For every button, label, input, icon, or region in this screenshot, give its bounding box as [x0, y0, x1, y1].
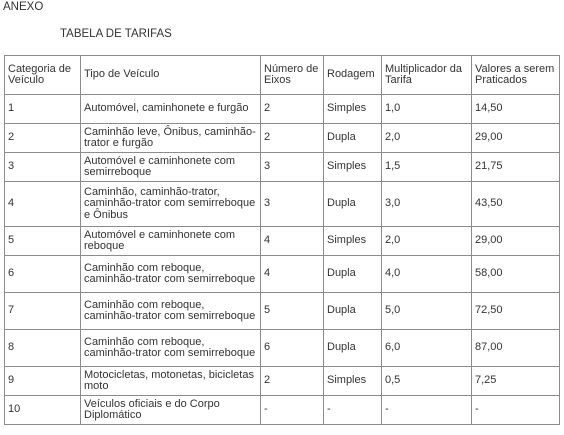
cell-multiplier: 1,0	[382, 95, 472, 124]
table-row	[5, 124, 560, 153]
cell-axles: 2	[261, 367, 324, 396]
cell-multiplier: 2,0	[382, 124, 472, 153]
cell-value: 29,00	[472, 227, 560, 256]
header-axles: Número de Eixos	[261, 56, 324, 95]
tariff-table	[4, 55, 560, 425]
cell-multiplier: 3,0	[382, 182, 472, 227]
table-row	[5, 153, 560, 182]
cell-category: 7	[5, 293, 81, 330]
table-header-row	[5, 56, 560, 95]
table-row	[5, 330, 560, 367]
header-wheels: Rodagem	[324, 56, 382, 95]
cell-category: 5	[5, 227, 81, 256]
cell-axles: 3	[261, 153, 324, 182]
cell-vehicle-type: Automóvel e caminhonete com reboque	[81, 227, 261, 256]
cell-wheels: Simples	[324, 153, 382, 182]
cell-wheels: Simples	[324, 227, 382, 256]
cell-category: 4	[5, 182, 81, 227]
cell-multiplier: 2,0	[382, 227, 472, 256]
cell-multiplier: 5,0	[382, 293, 472, 330]
cell-vehicle-type: Caminhão leve, Ônibus, caminhão-trator e furgão	[81, 124, 261, 153]
cell-multiplier: -	[382, 396, 472, 425]
cell-value: 87,00	[472, 330, 560, 367]
table-row	[5, 256, 560, 293]
table-row	[5, 95, 560, 124]
cell-vehicle-type: Caminhão com reboque, caminhão-trator com semirreboque	[81, 256, 261, 293]
cell-value: 58,00	[472, 256, 560, 293]
cell-vehicle-type: Motocicletas, motonetas, bicicletas moto	[81, 367, 261, 396]
cell-vehicle-type: Caminhão com reboque, caminhão-trator com semirreboque	[81, 293, 261, 330]
cell-wheels: Simples	[324, 95, 382, 124]
cell-vehicle-type: Caminhão com reboque, caminhão-trator com semirreboque	[81, 330, 261, 367]
cell-wheels: Dupla	[324, 182, 382, 227]
cell-category: 9	[5, 367, 81, 396]
cell-wheels: Dupla	[324, 124, 382, 153]
cell-category: 1	[5, 95, 81, 124]
cell-multiplier: 6,0	[382, 330, 472, 367]
cell-axles: 2	[261, 124, 324, 153]
header-vehicle-type: Tipo de Veículo	[81, 56, 261, 95]
cell-axles: 4	[261, 256, 324, 293]
cell-wheels: Dupla	[324, 256, 382, 293]
annex-heading: ANEXO	[3, 1, 44, 13]
table-row	[5, 227, 560, 256]
header-category: Categoria de Veículo	[5, 56, 81, 95]
cell-axles: 5	[261, 293, 324, 330]
table-body	[5, 95, 560, 425]
cell-multiplier: 1,5	[382, 153, 472, 182]
table-row	[5, 367, 560, 396]
cell-wheels: Dupla	[324, 293, 382, 330]
cell-multiplier: 0,5	[382, 367, 472, 396]
cell-category: 3	[5, 153, 81, 182]
cell-category: 10	[5, 396, 81, 425]
cell-vehicle-type: Automóvel e caminhonete com semirreboque	[81, 153, 261, 182]
cell-value: 21,75	[472, 153, 560, 182]
cell-category: 2	[5, 124, 81, 153]
cell-axles: 6	[261, 330, 324, 367]
cell-value: 14,50	[472, 95, 560, 124]
cell-multiplier: 4,0	[382, 256, 472, 293]
cell-value: 7,25	[472, 367, 560, 396]
cell-wheels: -	[324, 396, 382, 425]
cell-category: 6	[5, 256, 81, 293]
cell-wheels: Dupla	[324, 330, 382, 367]
cell-vehicle-type: Automóvel, caminhonete e furgão	[81, 95, 261, 124]
cell-vehicle-type: Veículos oficiais e do Corpo Diplomático	[81, 396, 261, 425]
cell-axles: 4	[261, 227, 324, 256]
header-values: Valores a serem Praticados	[472, 56, 560, 95]
table-row	[5, 396, 560, 425]
table-row	[5, 293, 560, 330]
cell-vehicle-type: Caminhão, caminhão-trator, caminhão-trator com semirreboque e Ônibus	[81, 182, 261, 227]
cell-value: 72,50	[472, 293, 560, 330]
cell-axles: -	[261, 396, 324, 425]
cell-value: 43,50	[472, 182, 560, 227]
cell-value: -	[472, 396, 560, 425]
cell-axles: 3	[261, 182, 324, 227]
table-title: TABELA DE TARIFAS	[60, 28, 172, 40]
cell-wheels: Simples	[324, 367, 382, 396]
cell-value: 29,00	[472, 124, 560, 153]
cell-axles: 2	[261, 95, 324, 124]
header-multiplier: Multiplicador da Tarifa	[382, 56, 472, 95]
table-row	[5, 182, 560, 227]
cell-category: 8	[5, 330, 81, 367]
